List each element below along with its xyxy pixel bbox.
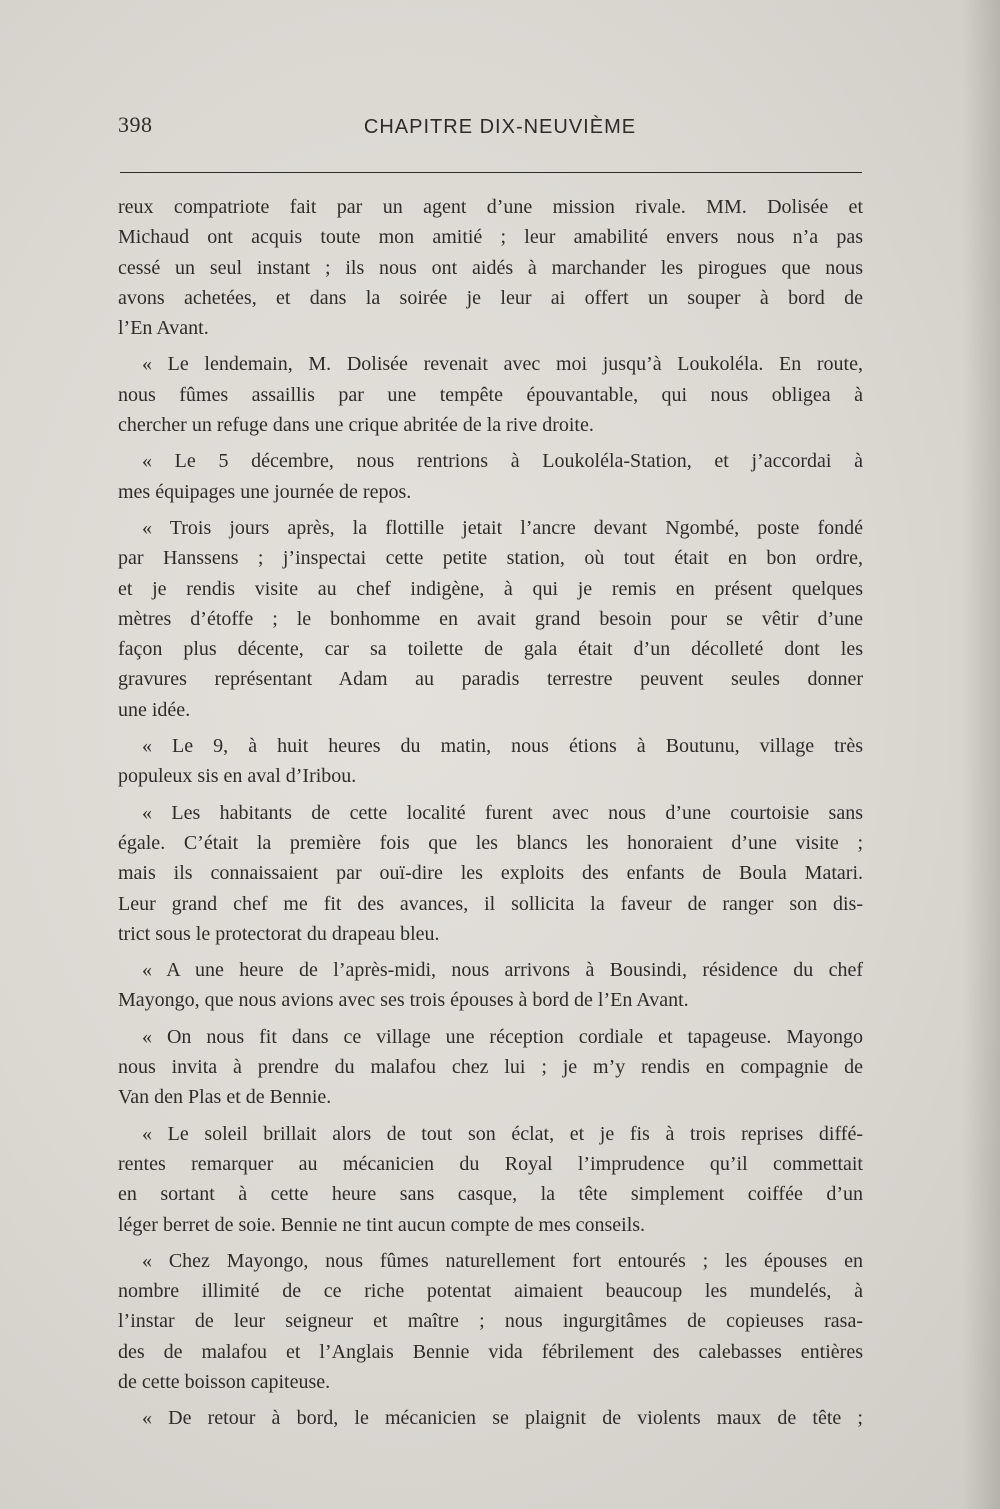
text-line: l’instar de leur seigneur et maître ; nous ingurgitâmes de copieuses rasa- bbox=[118, 1310, 863, 1333]
body-text bbox=[118, 192, 863, 1434]
text-line: cessé un seul instant ; ils nous ont aidés à marchander les pirogues que nous bbox=[118, 256, 863, 279]
text-line: populeux sis en aval d’Iribou. bbox=[118, 765, 357, 788]
paragraph bbox=[118, 798, 863, 949]
text-line: rentes remarquer au mécanicien du Royal l’imprudence qu’il commettait bbox=[118, 1152, 863, 1175]
text-line: « Chez Mayongo, nous fûmes naturellement fort entourés ; les épouses en bbox=[142, 1249, 863, 1272]
header-rule bbox=[120, 172, 862, 173]
text-line: trict sous le protectorat du drapeau bleu. bbox=[118, 922, 440, 945]
text-line: en sortant à cette heure sans casque, la tête simplement coiffée d’un bbox=[118, 1183, 863, 1206]
paragraph bbox=[118, 446, 863, 507]
text-line: gravures représentant Adam au paradis terrestre peuvent seules donner bbox=[118, 668, 863, 691]
text-line: avons achetées, et dans la soirée je leur ai offert un souper à bord de bbox=[118, 286, 863, 309]
paragraph bbox=[118, 1246, 863, 1397]
paragraph bbox=[118, 1022, 863, 1113]
text-line: « Le 5 décembre, nous rentrions à Loukoléla-Station, et j’accordai à bbox=[142, 450, 863, 473]
text-line: de cette boisson capiteuse. bbox=[118, 1370, 331, 1393]
text-line: léger berret de soie. Bennie ne tint aucun compte de mes conseils. bbox=[118, 1213, 646, 1236]
text-line: façon plus décente, car sa toilette de gala était d’un décolleté dont les bbox=[118, 638, 863, 661]
paragraph bbox=[118, 1119, 863, 1240]
paragraph bbox=[118, 1403, 863, 1433]
text-line: Michaud ont acquis toute mon amitié ; leur amabilité envers nous n’a pas bbox=[118, 226, 863, 249]
paragraph bbox=[118, 955, 863, 1016]
text-line: « Les habitants de cette localité furent avec nous d’une courtoisie sans bbox=[142, 801, 863, 824]
text-line: « On nous fit dans ce village une réception cordiale et tapageuse. Mayongo bbox=[142, 1025, 863, 1048]
text-line: « A une heure de l’après-midi, nous arrivons à Bousindi, résidence du chef bbox=[142, 959, 863, 982]
text-line: « Trois jours après, la flottille jetait l’ancre devant Ngombé, poste fondé bbox=[142, 516, 863, 539]
paragraph bbox=[118, 731, 863, 792]
paragraph bbox=[118, 513, 863, 725]
running-head: CHAPITRE DIX-NEUVIÈME bbox=[363, 116, 637, 138]
paragraph bbox=[118, 349, 863, 440]
text-line: « Le lendemain, M. Dolisée revenait avec moi jusqu’à Loukoléla. En route, bbox=[142, 353, 863, 376]
text-line: l’En Avant. bbox=[118, 317, 209, 340]
text-line: Mayongo, que nous avions avec ses trois épouses à bord de l’En Avant. bbox=[118, 989, 689, 1012]
text-line: Leur grand chef me fit des avances, il sollicita la faveur de ranger son dis- bbox=[118, 892, 863, 915]
text-line: nombre illimité de ce riche potentat aimaient beaucoup les mundelés, à bbox=[118, 1280, 863, 1303]
page-number: 398 bbox=[118, 112, 153, 137]
page-edge-shadow bbox=[962, 0, 1000, 1509]
text-line: « De retour à bord, le mécanicien se plaignit de violents maux de tête ; bbox=[142, 1407, 863, 1430]
text-line: reux compatriote fait par un agent d’une mission rivale. MM. Dolisée et bbox=[118, 196, 863, 218]
text-line: une idée. bbox=[118, 698, 191, 721]
text-line: par Hanssens ; j’inspectai cette petite station, où tout était en bon ordre, bbox=[118, 547, 863, 570]
text-line: Van den Plas et de Bennie. bbox=[118, 1086, 332, 1109]
text-line: « Le 9, à huit heures du matin, nous étions à Boutunu, village très bbox=[142, 735, 863, 758]
text-line: mètres d’étoffe ; le bonhomme en avait grand besoin pour se vêtir d’une bbox=[118, 607, 863, 630]
text-line: nous invita à prendre du malafou chez lui ; je m’y rendis en compagnie de bbox=[118, 1056, 863, 1079]
text-line: « Le soleil brillait alors de tout son éclat, et je fis à trois reprises diffé- bbox=[142, 1122, 863, 1145]
paragraph bbox=[118, 192, 863, 343]
text-line: des de malafou et l’Anglais Bennie vida fébrilement des calebasses entières bbox=[118, 1340, 863, 1363]
text-line: mes équipages une journée de repos. bbox=[118, 480, 412, 503]
text-line: mais ils connaissaient par ouï-dire les exploits des enfants de Boula Matari. bbox=[118, 862, 863, 885]
text-line: et je rendis visite au chef indigène, à qui je remis en présent quelques bbox=[118, 577, 863, 600]
text-line: égale. C’était la première fois que les blancs les honoraient d’une visite ; bbox=[118, 831, 863, 854]
text-line: chercher un refuge dans une crique abritée de la rive droite. bbox=[118, 414, 594, 437]
text-line: nous fûmes assaillis par une tempête épouvantable, qui nous obligea à bbox=[118, 383, 863, 406]
